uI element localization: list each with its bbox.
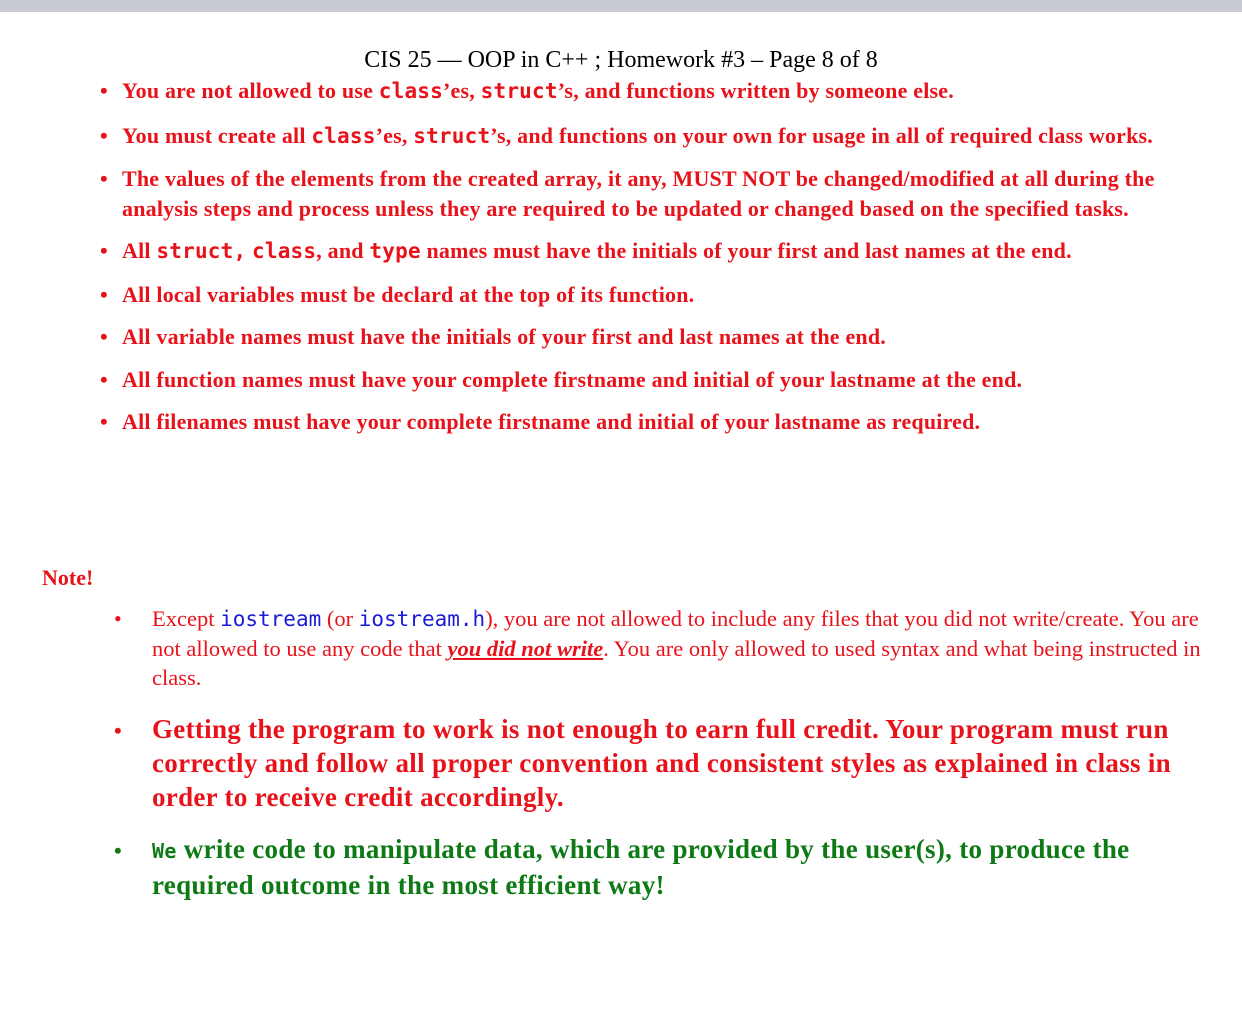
code-header-name: iostream.h bbox=[358, 607, 486, 631]
rule-text: names must have the initials of your first and last names at the end. bbox=[420, 238, 1072, 263]
note-text: Getting the program to work is not enough to earn full credit. Your program must run correctly and follow all proper convention and consistent styles as explained in class in order to receive credit accordingly. bbox=[152, 714, 1172, 812]
bullet: • bbox=[100, 366, 108, 392]
rule-text: All local variables must be declard at the top of its function. bbox=[122, 281, 695, 307]
rule-item bbox=[100, 164, 1210, 223]
code-keyword: struct bbox=[480, 79, 558, 103]
rules-list bbox=[100, 76, 1210, 437]
note-text: Except bbox=[152, 606, 221, 631]
note-item bbox=[114, 712, 1204, 814]
code-we: We bbox=[152, 839, 177, 863]
rule-text: You must create all bbox=[122, 122, 312, 148]
rule-text: All function names must have your complete firstname and initial of your lastname at the end. bbox=[122, 366, 1023, 392]
rule-text: ’s, and functions on your own for usage in all of required class works. bbox=[490, 122, 1153, 148]
rule-text: The values of the elements from the created array, it any, MUST NOT be changed/modified at all during the analysis steps and process unless they are required to be updated or changed based on the specified tasks. bbox=[122, 166, 1155, 221]
note-item bbox=[114, 832, 1204, 902]
rule-text: , and bbox=[316, 238, 370, 263]
code-header-name: iostream bbox=[220, 607, 322, 631]
note-label: Note! bbox=[42, 565, 94, 590]
rule-text: All bbox=[122, 238, 157, 263]
rule-item bbox=[100, 365, 1210, 395]
code-keyword: class bbox=[252, 239, 317, 263]
rule-item bbox=[100, 236, 1210, 267]
rule-item bbox=[100, 407, 1210, 437]
note-text: (or bbox=[321, 606, 359, 631]
note-text: ), you are not allowed to include any files that you did not write/create. You are not allowed to use any code that bbox=[152, 606, 1199, 661]
rule-text: All filenames must have your complete firstname and initial of your lastname as required. bbox=[122, 409, 981, 434]
bullet: • bbox=[114, 606, 122, 631]
rule-item bbox=[100, 280, 1210, 310]
rule-item bbox=[100, 121, 1210, 152]
code-keyword: type bbox=[369, 239, 421, 263]
rule-text: ’es, bbox=[375, 122, 414, 148]
rule-text: You are not allowed to use bbox=[122, 78, 379, 103]
emphasis-text: you did not write bbox=[447, 636, 604, 661]
bullet: • bbox=[114, 838, 123, 863]
notes-list bbox=[114, 604, 1204, 902]
bullet: • bbox=[100, 409, 108, 434]
code-keyword: struct, bbox=[156, 239, 247, 263]
bullet: • bbox=[100, 238, 108, 263]
bullet: • bbox=[100, 122, 108, 148]
bullet: • bbox=[100, 78, 108, 103]
note-item bbox=[114, 604, 1204, 692]
code-keyword: class bbox=[378, 79, 443, 103]
rule-item bbox=[100, 76, 1210, 107]
code-keyword: class bbox=[311, 123, 376, 148]
note-text: . You are only allowed to used syntax and what being instructed in class. bbox=[152, 636, 1201, 690]
page-header: CIS 25 — OOP in C++ ; Homework #3 – Page 8 of 8 bbox=[364, 47, 878, 73]
rule-text: ’s, and functions written by someone else. bbox=[557, 78, 954, 103]
rule-text: All variable names must have the initials of your first and last names at the end. bbox=[122, 324, 887, 349]
top-bar bbox=[0, 0, 1242, 12]
bullet: • bbox=[100, 166, 108, 191]
rule-item bbox=[100, 322, 1210, 352]
bullet: • bbox=[100, 281, 108, 307]
bullet: • bbox=[114, 718, 123, 743]
rule-text: ’es, bbox=[443, 78, 481, 103]
note-text: write code to manipulate data, which are provided by the user(s), to produce the required outcome in the most efficient way! bbox=[152, 834, 1130, 900]
code-keyword: struct bbox=[413, 123, 491, 148]
bullet: • bbox=[100, 324, 108, 349]
